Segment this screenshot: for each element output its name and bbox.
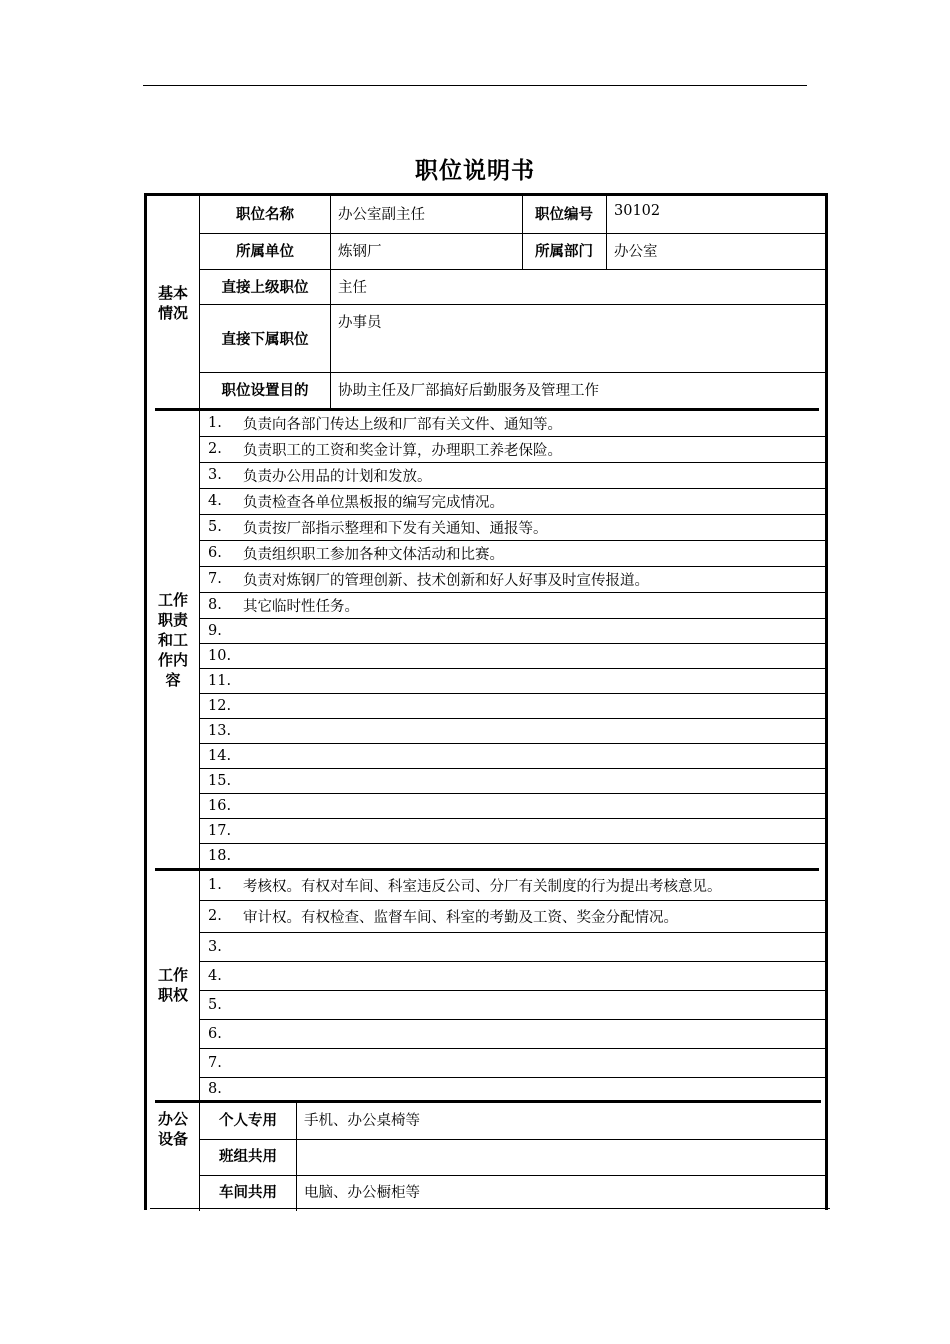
duty-item xyxy=(200,436,825,462)
duty-item xyxy=(200,693,825,718)
equipment-workshop-label: 车间共用 xyxy=(219,1185,277,1201)
authority-item-text: 考核权。有权对车间、科室违反公司、分厂有关制度的行为提出考核意见。 xyxy=(243,878,722,895)
authority-item-number: 2. xyxy=(208,908,222,924)
superior-label: 直接上级职位 xyxy=(221,280,309,296)
job-description-table xyxy=(144,193,828,1210)
authority-item xyxy=(200,990,825,1019)
duty-item-text: 负责检查各单位黑板报的编写完成情况。 xyxy=(243,494,504,511)
authority-item xyxy=(200,1019,825,1048)
duty-item-number: 9. xyxy=(208,622,222,639)
duty-item-number: 1. xyxy=(208,415,222,431)
authority-item xyxy=(200,870,825,900)
position-name-value: 办公室副主任 xyxy=(338,207,425,223)
authority-item-number: 1. xyxy=(208,877,222,893)
duty-item-number: 2. xyxy=(208,441,222,457)
duty-item-number: 4. xyxy=(208,493,222,509)
equipment-personal-label: 个人专用 xyxy=(219,1113,277,1129)
duty-item xyxy=(200,410,825,436)
duty-item-number: 11. xyxy=(208,672,232,689)
dept-label: 所属部门 xyxy=(535,244,593,260)
document-title: 职位说明书 xyxy=(415,158,535,184)
duty-item-number: 16. xyxy=(208,797,232,814)
dept-value: 办公室 xyxy=(614,244,658,260)
duty-item-number: 18. xyxy=(208,848,232,864)
duty-item xyxy=(200,793,825,818)
duty-item-number: 8. xyxy=(208,597,222,613)
duty-item-text: 负责按厂部指示整理和下发有关通知、通报等。 xyxy=(243,520,548,537)
duties-label: 工作职责和工作内容 xyxy=(147,410,200,870)
duty-item-text: 其它临时性任务。 xyxy=(243,598,359,615)
duty-item xyxy=(200,566,825,592)
duty-item xyxy=(200,768,825,793)
equipment-team-value xyxy=(296,1139,825,1175)
authority-item-number: 5. xyxy=(208,996,222,1013)
duty-item xyxy=(200,818,825,843)
authority-item-number: 3. xyxy=(208,938,222,955)
duty-item-number: 15. xyxy=(208,772,232,789)
superior-value: 主任 xyxy=(338,280,367,296)
duty-item-text: 负责职工的工资和奖金计算，办理职工养老保险。 xyxy=(243,442,562,459)
duty-item xyxy=(200,843,825,869)
authority-item-text: 审计权。有权检查、监督车间、科室的考勤及工资、奖金分配情况。 xyxy=(243,909,678,926)
subordinate-label: 直接下属职位 xyxy=(221,331,309,348)
duties-section xyxy=(147,410,825,870)
duty-item-text: 负责组织职工参加各种文体活动和比赛。 xyxy=(243,546,504,563)
duty-item xyxy=(200,514,825,540)
authority-item-number: 7. xyxy=(208,1054,222,1071)
duty-item xyxy=(200,643,825,668)
position-code-label: 职位编号 xyxy=(535,207,593,223)
duty-item-number: 12. xyxy=(208,697,232,714)
duty-item-number: 17. xyxy=(208,822,232,839)
basic-info-label: 基本情况 xyxy=(147,196,200,410)
duty-item xyxy=(200,488,825,514)
duty-item-number: 3. xyxy=(208,467,222,483)
position-name-label: 职位名称 xyxy=(236,207,294,223)
authority-label: 工作职权 xyxy=(147,870,200,1100)
duty-item xyxy=(200,592,825,618)
purpose-label: 职位设置目的 xyxy=(221,383,309,399)
duty-item xyxy=(200,718,825,743)
position-code-value: 30102 xyxy=(614,203,661,219)
authority-item xyxy=(200,900,825,932)
equipment-label: 办公设备 xyxy=(147,1103,200,1211)
unit-value: 炼钢厂 xyxy=(338,244,382,260)
authority-item-number: 6. xyxy=(208,1025,222,1042)
table-bottom-line xyxy=(150,1208,830,1209)
basic-info-section xyxy=(147,196,825,410)
duty-item-number: 5. xyxy=(208,519,222,535)
equipment-workshop-value: 电脑、办公橱柜等 xyxy=(304,1185,420,1201)
duty-item-text: 负责对炼钢厂的管理创新、技术创新和好人好事及时宣传报道。 xyxy=(243,572,649,589)
duty-item-number: 10. xyxy=(208,647,232,664)
authority-section xyxy=(147,870,825,1100)
equipment-section xyxy=(147,1103,825,1211)
header-rule xyxy=(143,85,807,86)
duty-item xyxy=(200,668,825,693)
authority-item-number: 4. xyxy=(208,967,222,984)
authority-item xyxy=(200,1077,825,1100)
duty-item-number: 7. xyxy=(208,571,222,587)
duty-item xyxy=(200,743,825,768)
duty-item-number: 6. xyxy=(208,545,222,561)
duty-item xyxy=(200,462,825,488)
authority-item-number: 8. xyxy=(208,1080,222,1097)
authority-item xyxy=(200,961,825,990)
duty-item-text: 负责办公用品的计划和发放。 xyxy=(243,468,432,485)
purpose-value: 协助主任及厂部搞好后勤服务及管理工作 xyxy=(338,383,599,399)
duty-item-number: 13. xyxy=(208,722,232,739)
authority-item xyxy=(200,932,825,961)
duty-item-text: 负责向各部门传达上级和厂部有关文件、通知等。 xyxy=(243,416,562,433)
duty-item-number: 14. xyxy=(208,747,232,764)
equipment-team-label: 班组共用 xyxy=(219,1149,277,1165)
subordinate-value: 办事员 xyxy=(338,315,382,331)
duty-item xyxy=(200,618,825,643)
equipment-personal-value: 手机、办公桌椅等 xyxy=(304,1113,420,1129)
authority-item xyxy=(200,1048,825,1077)
duty-item xyxy=(200,540,825,566)
unit-label: 所属单位 xyxy=(236,244,294,260)
